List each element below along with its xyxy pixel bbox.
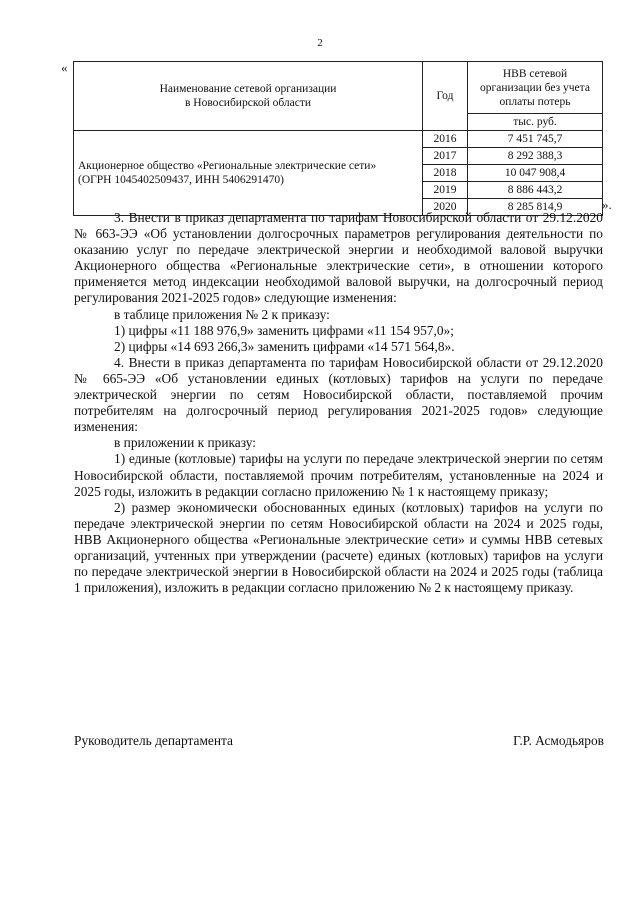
row-year: 2016 — [423, 131, 468, 148]
table-close-quote: ». — [602, 197, 612, 212]
paragraph-item3-table-intro: в таблице приложения № 2 к приказу: — [114, 306, 330, 322]
header-org-name — [74, 62, 423, 131]
row-value: 7 451 745,7 — [468, 131, 603, 148]
row-year: 2019 — [423, 182, 468, 199]
header-unit: тыс. руб. — [468, 114, 603, 131]
row-value: 8 886 443,2 — [468, 182, 603, 199]
header-nvv-line3: оплаты потерь — [499, 95, 571, 108]
row-value: 10 047 908,4 — [468, 165, 603, 182]
row-year: 2017 — [423, 148, 468, 165]
paragraph-item4-appendix-intro: в приложении к приказу: — [114, 435, 256, 451]
header-year: Год — [423, 62, 468, 131]
body-text — [74, 210, 603, 596]
organization-line1: Акционерное общество «Региональные электрические сети» — [78, 160, 377, 172]
paragraph-item3-change1: 1) цифры «11 188 976,9» заменить цифрами «11 154 957,0»; — [114, 322, 454, 338]
row-value: 8 292 388,3 — [468, 148, 603, 165]
header-nvv-line1: НВВ сетевой — [502, 67, 568, 80]
table-open-quote: « — [61, 60, 68, 75]
paragraph-item4-change1: 1) единые (котловые) тарифы на услуги по передаче электрической энергии по сетям Новосибирской области, поставляемой прочим потребителям, установленные на 2024 и 2025 годы, изложить в редакции согласно приложению № 1 к настоящему приказу; — [74, 451, 603, 499]
organization-cell — [74, 131, 423, 216]
paragraph-item4: 4. Внести в приказ департамента по тарифам Новосибирской области от 29.12.2020 № 665-ЭЭ «Об установлении единых (котловых) тарифов на услуги по передаче электрической энергии по сетям Новосибирской области, поставляемой прочим потребителям на долгосрочный период регулирования 2021-2025 годов» следующие изменения: — [74, 354, 603, 435]
header-org-name-line2: в Новосибирской области — [184, 97, 312, 109]
paragraph-item3: 3. Внести в приказ департамента по тарифам Новосибирской области от 29.12.2020 № 663-ЭЭ «Об установлении долгосрочных параметров регулирования деятельности по оказанию услуг по передаче электрической энергии и необходимой валовой выручки Акционерного общества «Региональные электрические сети», в отношении которого применяется метод индексации необходимой валовой выручки, на долгосрочный период регулирования 2021-2025 годов» следующие изменения: — [74, 210, 603, 306]
paragraph-item4-change2: 2) размер экономически обоснованных единых (котловых) тарифов на услуги по передаче электрической энергии по сетям Новосибирской области на 2024 и 2025 годы, НВВ Акционерного общества «Региональные электрические сети» и суммы НВВ сетевых организаций, учтенных при утверждении (расчете) единых (котловых) тарифов на услуги по передаче электрической энергии в Новосибирской области на 2024 и 2025 годы (таблица 1 приложения), изложить в редакции согласно приложению № 2 к настоящему приказу. — [74, 499, 603, 596]
row-year: 2020 — [423, 199, 468, 216]
header-nvv-line2: организации без учета — [480, 81, 590, 94]
organization-line2: (ОГРН 1045402509437, ИНН 5406291470) — [78, 174, 284, 186]
row-year: 2018 — [423, 165, 468, 182]
nvv-table — [73, 61, 603, 216]
header-org-name-line1: Наименование сетевой организации — [159, 83, 337, 95]
row-value: 8 285 814,9 — [468, 199, 603, 216]
paragraph-item3-change2: 2) цифры «14 693 266,3» заменить цифрами «14 571 564,8». — [114, 338, 455, 354]
signature-position: Руководитель департамента — [74, 733, 233, 748]
signature-name: Г.Р. Асмодьяров — [513, 733, 604, 748]
page-number: 2 — [317, 37, 323, 49]
header-nvv — [468, 62, 603, 114]
